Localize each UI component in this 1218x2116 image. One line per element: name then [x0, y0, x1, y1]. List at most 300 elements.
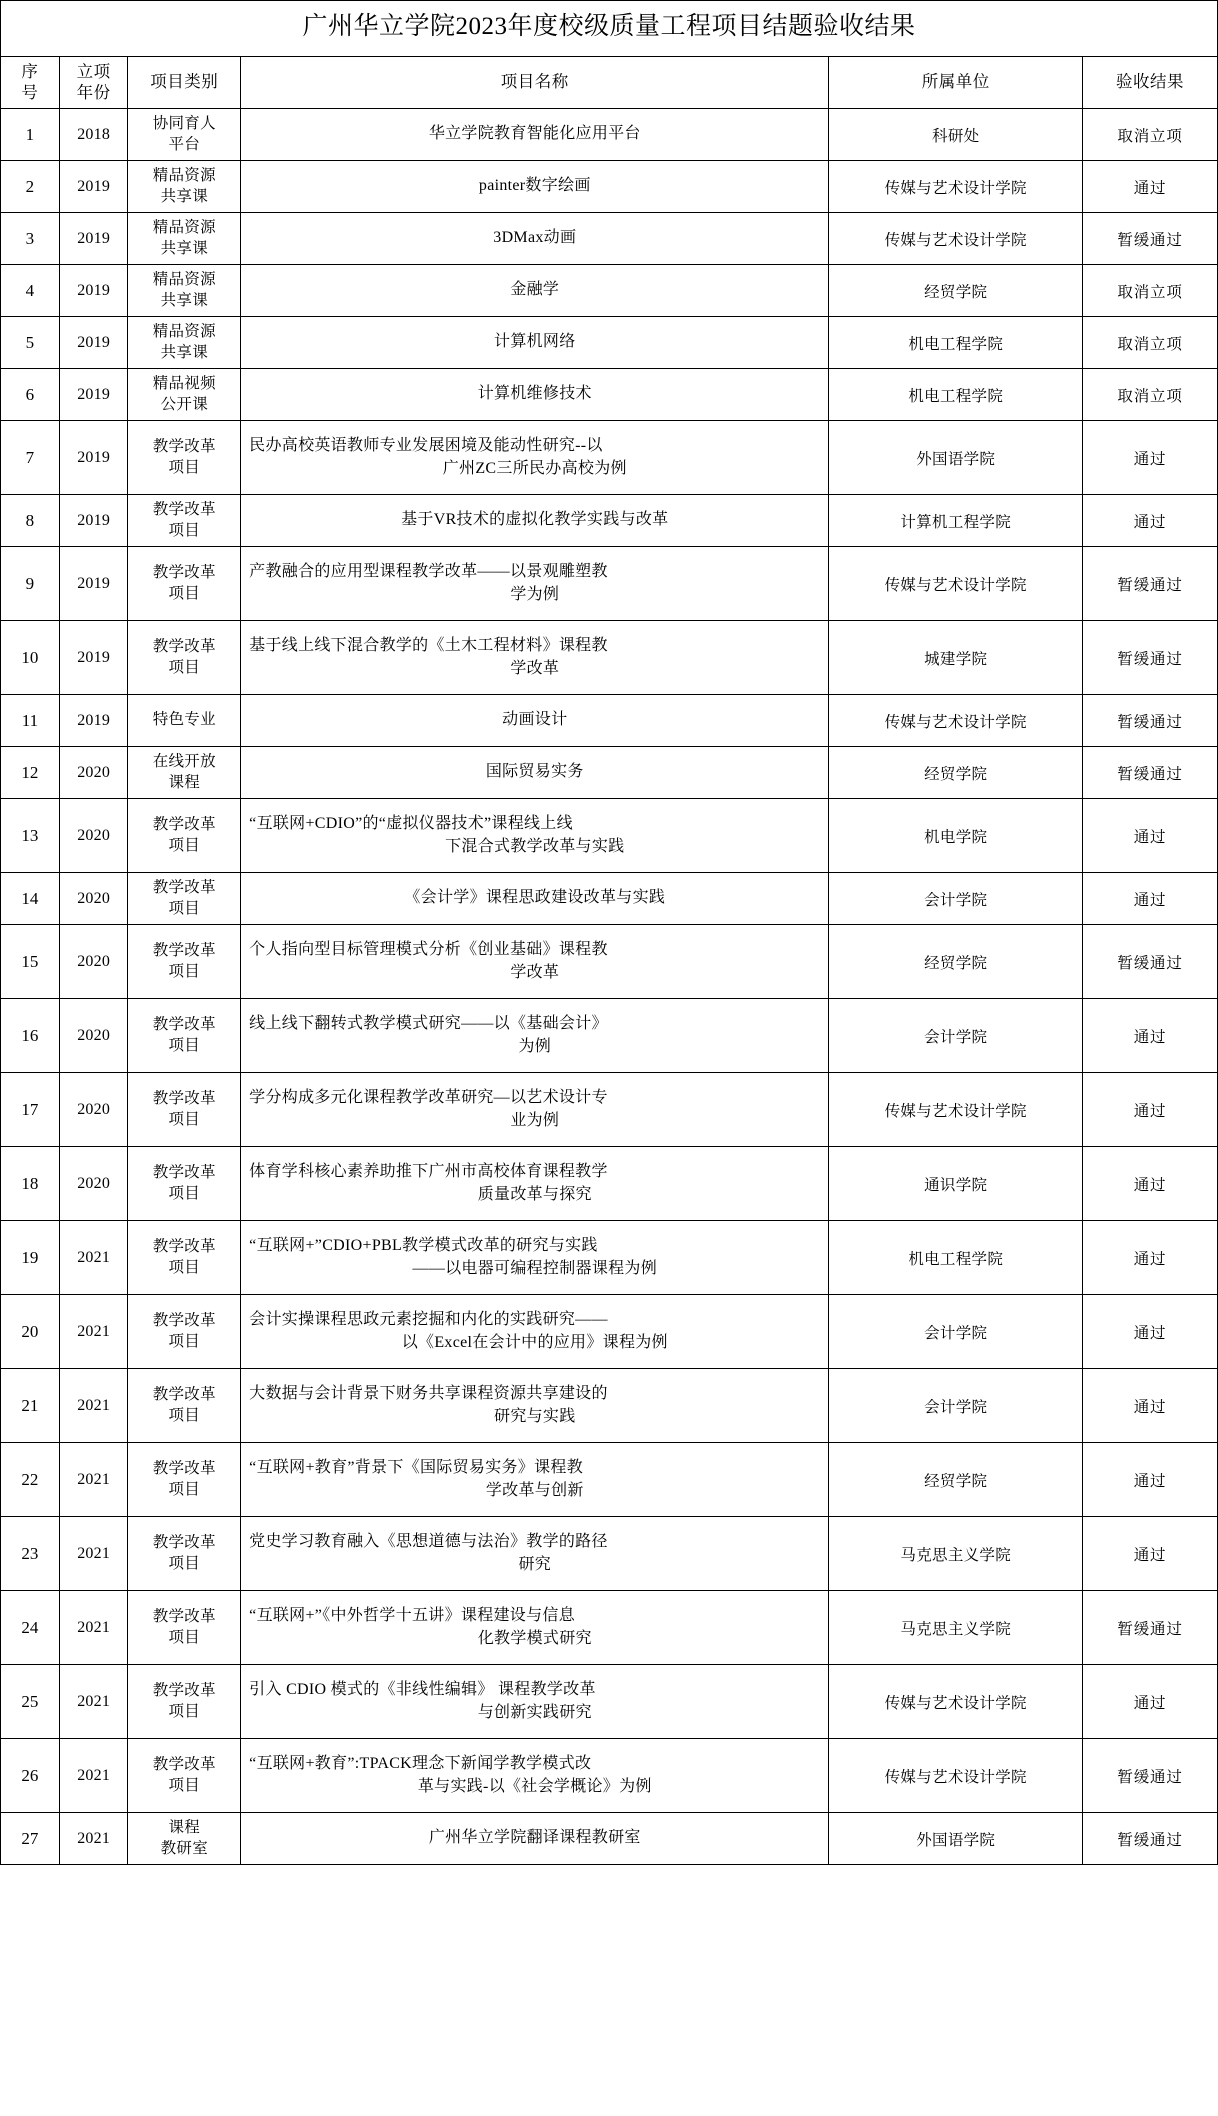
cell-text-line: 精品资源 — [152, 323, 216, 341]
cell-sequence-number: 12 — [1, 747, 60, 799]
cell-project-name — [241, 421, 829, 495]
table-row — [1, 925, 1218, 999]
table-row — [1, 109, 1218, 161]
table-row — [1, 999, 1218, 1073]
cell-text-line: 以《Excel在会计中的应用》课程为例 — [401, 1333, 668, 1351]
cell-approval-year: 2020 — [59, 925, 128, 999]
cell-sequence-number: 14 — [1, 873, 60, 925]
cell-acceptance-result: 通过 — [1083, 421, 1218, 495]
cell-text-line: “互联网+教育”背景下《国际贸易实务》课程教 — [249, 1458, 583, 1476]
cell-acceptance-result: 取消立项 — [1083, 369, 1218, 421]
cell-project-name — [241, 1369, 829, 1443]
cell-project-name — [241, 1147, 829, 1221]
cell-affiliated-unit: 机电工程学院 — [829, 317, 1083, 369]
cell-text-line: 项目 — [168, 1332, 201, 1350]
cell-approval-year: 2019 — [59, 213, 128, 265]
cell-text-line: 教学改革 — [152, 1016, 216, 1034]
cell-project-category — [128, 1295, 241, 1369]
cell-project-name — [241, 799, 829, 873]
cell-approval-year: 2019 — [59, 265, 128, 317]
table-row — [1, 1517, 1218, 1591]
cell-text-line: 研究与实践 — [494, 1407, 576, 1425]
cell-affiliated-unit: 会计学院 — [829, 1295, 1083, 1369]
cell-text-line: 项目 — [168, 1776, 201, 1794]
table-row — [1, 799, 1218, 873]
cell-text-line: 学分构成多元化课程教学改革研究—以艺术设计专 — [249, 1088, 608, 1106]
cell-text-line: 项目 — [168, 1702, 201, 1720]
cell-approval-year: 2019 — [59, 421, 128, 495]
cell-text-line: “互联网+”《中外哲学十五讲》课程建设与信息 — [249, 1606, 575, 1624]
cell-acceptance-result: 通过 — [1083, 999, 1218, 1073]
cell-text-line: 项目 — [168, 1406, 201, 1424]
cell-text-line: 教学改革 — [152, 638, 216, 656]
cell-project-name — [241, 161, 829, 213]
cell-project-name — [241, 1221, 829, 1295]
cell-approval-year: 2019 — [59, 547, 128, 621]
cell-acceptance-result: 通过 — [1083, 1147, 1218, 1221]
cell-project-category — [128, 317, 241, 369]
cell-affiliated-unit: 会计学院 — [829, 999, 1083, 1073]
cell-acceptance-result: 暂缓通过 — [1083, 925, 1218, 999]
cell-affiliated-unit: 机电工程学院 — [829, 369, 1083, 421]
cell-approval-year: 2021 — [59, 1665, 128, 1739]
cell-text-line: 项目 — [168, 1628, 201, 1646]
cell-project-name — [241, 747, 829, 799]
cell-approval-year: 2020 — [59, 999, 128, 1073]
cell-project-category — [128, 1073, 241, 1147]
cell-text-line: 与创新实践研究 — [477, 1703, 592, 1721]
cell-affiliated-unit: 马克思主义学院 — [829, 1517, 1083, 1591]
cell-text-line: 教学改革 — [152, 879, 216, 897]
cell-affiliated-unit: 经贸学院 — [829, 265, 1083, 317]
cell-text-line: 项目 — [168, 521, 201, 539]
cell-text-line: 共享课 — [160, 187, 208, 205]
cell-text-line: 业为例 — [510, 1111, 560, 1129]
cell-affiliated-unit: 科研处 — [829, 109, 1083, 161]
cell-text-line: 教研室 — [160, 1839, 208, 1857]
cell-acceptance-result: 取消立项 — [1083, 317, 1218, 369]
cell-approval-year: 2019 — [59, 161, 128, 213]
cell-project-name — [241, 925, 829, 999]
cell-project-name — [241, 695, 829, 747]
cell-text-line: 项目 — [168, 1480, 201, 1498]
cell-affiliated-unit: 传媒与艺术设计学院 — [829, 161, 1083, 213]
cell-project-name — [241, 1739, 829, 1813]
cell-text-line: 质量改革与探究 — [477, 1185, 592, 1203]
cell-text-line: ——以电器可编程控制器课程为例 — [412, 1259, 658, 1277]
table-row — [1, 695, 1218, 747]
cell-text-line: 在线开放 — [152, 753, 216, 771]
cell-project-name — [241, 1073, 829, 1147]
cell-acceptance-result: 取消立项 — [1083, 265, 1218, 317]
column-header-line: 年份 — [76, 82, 111, 102]
cell-project-name — [241, 1517, 829, 1591]
column-header-line: 序 — [21, 61, 39, 81]
cell-approval-year: 2019 — [59, 695, 128, 747]
cell-approval-year: 2019 — [59, 369, 128, 421]
cell-project-category — [128, 495, 241, 547]
cell-affiliated-unit: 经贸学院 — [829, 1443, 1083, 1517]
cell-text-line: 教学改革 — [152, 564, 216, 582]
cell-approval-year: 2018 — [59, 109, 128, 161]
cell-text-line: 项目 — [168, 1554, 201, 1572]
cell-acceptance-result: 暂缓通过 — [1083, 1739, 1218, 1813]
column-header-line: 所属单位 — [921, 72, 990, 92]
cell-acceptance-result: 暂缓通过 — [1083, 1591, 1218, 1665]
cell-project-category — [128, 1591, 241, 1665]
cell-text-line: 教学改革 — [152, 1756, 216, 1774]
cell-text-line: 会计实操课程思政元素挖掘和内化的实践研究—— — [249, 1310, 608, 1328]
cell-approval-year: 2021 — [59, 1517, 128, 1591]
cell-approval-year: 2020 — [59, 1073, 128, 1147]
cell-text-line: 精品资源 — [152, 167, 216, 185]
cell-sequence-number: 17 — [1, 1073, 60, 1147]
cell-text-line: “互联网+”CDIO+PBL教学模式改革的研究与实践 — [249, 1236, 598, 1254]
table-row — [1, 1591, 1218, 1665]
cell-sequence-number: 3 — [1, 213, 60, 265]
cell-project-category — [128, 1739, 241, 1813]
cell-project-category — [128, 747, 241, 799]
cell-text-line: 教学改革 — [152, 1090, 216, 1108]
cell-text-line: 下混合式教学改革与实践 — [445, 837, 625, 855]
cell-text-line: 教学改革 — [152, 501, 216, 519]
table-row — [1, 747, 1218, 799]
cell-project-category — [128, 1443, 241, 1517]
table-row — [1, 317, 1218, 369]
cell-text-line: 教学改革 — [152, 438, 216, 456]
cell-text-line: 党史学习教育融入《思想道德与法治》教学的路径 — [249, 1532, 608, 1550]
cell-project-category — [128, 1221, 241, 1295]
cell-text-line: painter数字绘画 — [478, 177, 591, 195]
cell-project-category — [128, 421, 241, 495]
cell-sequence-number: 8 — [1, 495, 60, 547]
cell-text-line: 教学改革 — [152, 816, 216, 834]
cell-acceptance-result: 暂缓通过 — [1083, 621, 1218, 695]
cell-text-line: 个人指向型目标管理模式分析《创业基础》课程教 — [249, 940, 608, 958]
cell-text-line: 项目 — [168, 1036, 201, 1054]
cell-text-line: 《会计学》课程思政建设改革与实践 — [404, 889, 666, 907]
cell-project-category — [128, 873, 241, 925]
cell-sequence-number: 6 — [1, 369, 60, 421]
cell-project-name — [241, 1665, 829, 1739]
cell-sequence-number: 16 — [1, 999, 60, 1073]
cell-text-line: 教学改革 — [152, 1534, 216, 1552]
cell-text-line: 计算机维修技术 — [477, 385, 592, 403]
cell-acceptance-result: 通过 — [1083, 1517, 1218, 1591]
column-header-cat — [128, 57, 241, 109]
cell-text-line: 项目 — [168, 1258, 201, 1276]
cell-project-name — [241, 1813, 829, 1865]
cell-project-name — [241, 999, 829, 1073]
cell-text-line: 项目 — [168, 658, 201, 676]
cell-project-name — [241, 495, 829, 547]
cell-project-category — [128, 161, 241, 213]
cell-project-category — [128, 799, 241, 873]
column-header-line: 项目类别 — [150, 72, 219, 92]
table-row — [1, 621, 1218, 695]
cell-affiliated-unit: 经贸学院 — [829, 925, 1083, 999]
cell-project-name — [241, 265, 829, 317]
table-row — [1, 1665, 1218, 1739]
cell-text-line: 项目 — [168, 584, 201, 602]
cell-sequence-number: 2 — [1, 161, 60, 213]
cell-approval-year: 2021 — [59, 1221, 128, 1295]
cell-project-category — [128, 1517, 241, 1591]
cell-text-line: 精品资源 — [152, 219, 216, 237]
cell-sequence-number: 15 — [1, 925, 60, 999]
cell-sequence-number: 25 — [1, 1665, 60, 1739]
cell-text-line: 民办高校英语教师专业发展困境及能动性研究--以 — [249, 436, 603, 454]
cell-text-line: 学改革 — [510, 963, 560, 981]
cell-text-line: 计算机网络 — [494, 333, 576, 351]
cell-approval-year: 2020 — [59, 799, 128, 873]
cell-text-line: 基于线上线下混合教学的《土木工程材料》课程教 — [249, 636, 608, 654]
cell-sequence-number: 24 — [1, 1591, 60, 1665]
cell-project-name — [241, 1295, 829, 1369]
table-row — [1, 265, 1218, 317]
cell-sequence-number: 4 — [1, 265, 60, 317]
cell-text-line: 教学改革 — [152, 1238, 216, 1256]
table-row — [1, 161, 1218, 213]
cell-text-line: 华立学院教育智能化应用平台 — [428, 125, 641, 143]
column-header-line: 项目名称 — [500, 72, 569, 92]
cell-text-line: 课程 — [168, 1819, 201, 1837]
cell-text-line: 学改革 — [510, 659, 560, 677]
cell-sequence-number: 20 — [1, 1295, 60, 1369]
cell-acceptance-result: 暂缓通过 — [1083, 747, 1218, 799]
cell-text-line: “互联网+教育”:TPACK理念下新闻学教学模式改 — [249, 1754, 592, 1772]
cell-acceptance-result: 通过 — [1083, 1221, 1218, 1295]
cell-text-line: 化教学模式研究 — [477, 1629, 592, 1647]
cell-affiliated-unit: 机电学院 — [829, 799, 1083, 873]
cell-project-category — [128, 999, 241, 1073]
cell-approval-year: 2021 — [59, 1443, 128, 1517]
cell-text-line: 研究 — [518, 1555, 552, 1573]
table-row — [1, 1295, 1218, 1369]
cell-text-line: 为例 — [518, 1037, 552, 1055]
cell-project-name — [241, 1591, 829, 1665]
cell-affiliated-unit: 城建学院 — [829, 621, 1083, 695]
cell-text-line: 教学改革 — [152, 1164, 216, 1182]
cell-acceptance-result: 通过 — [1083, 495, 1218, 547]
cell-affiliated-unit: 会计学院 — [829, 873, 1083, 925]
cell-text-line: “互联网+CDIO”的“虚拟仪器技术”课程线上线 — [249, 814, 573, 832]
cell-project-name — [241, 1443, 829, 1517]
cell-affiliated-unit: 马克思主义学院 — [829, 1591, 1083, 1665]
cell-approval-year: 2021 — [59, 1739, 128, 1813]
cell-project-name — [241, 547, 829, 621]
cell-text-line: 项目 — [168, 1110, 201, 1128]
table-row — [1, 1443, 1218, 1517]
cell-sequence-number: 18 — [1, 1147, 60, 1221]
cell-text-line: 教学改革 — [152, 1460, 216, 1478]
cell-affiliated-unit: 通识学院 — [829, 1147, 1083, 1221]
cell-project-category — [128, 1813, 241, 1865]
cell-text-line: 3DMax动画 — [493, 229, 577, 247]
cell-project-name — [241, 317, 829, 369]
cell-text-line: 精品视频 — [152, 375, 216, 393]
cell-text-line: 精品资源 — [152, 271, 216, 289]
table-row — [1, 1147, 1218, 1221]
cell-text-line: 项目 — [168, 899, 201, 917]
cell-project-category — [128, 547, 241, 621]
cell-sequence-number: 21 — [1, 1369, 60, 1443]
cell-text-line: 革与实践-以《社会学概论》为例 — [417, 1777, 652, 1795]
column-header-res — [1083, 57, 1218, 109]
cell-sequence-number: 23 — [1, 1517, 60, 1591]
cell-text-line: 平台 — [168, 135, 201, 153]
table-row — [1, 1221, 1218, 1295]
cell-acceptance-result: 通过 — [1083, 1295, 1218, 1369]
cell-sequence-number: 26 — [1, 1739, 60, 1813]
cell-text-line: 教学改革 — [152, 1386, 216, 1404]
column-header-year — [59, 57, 128, 109]
cell-text-line: 教学改革 — [152, 1608, 216, 1626]
cell-acceptance-result: 暂缓通过 — [1083, 213, 1218, 265]
table-header-row — [1, 57, 1218, 109]
cell-project-category — [128, 621, 241, 695]
cell-approval-year: 2021 — [59, 1813, 128, 1865]
cell-text-line: 引入 CDIO 模式的《非线性编辑》 课程教学改革 — [249, 1680, 596, 1698]
cell-text-line: 项目 — [168, 836, 201, 854]
table-row — [1, 369, 1218, 421]
cell-affiliated-unit: 传媒与艺术设计学院 — [829, 547, 1083, 621]
cell-affiliated-unit: 外国语学院 — [829, 421, 1083, 495]
cell-sequence-number: 7 — [1, 421, 60, 495]
page-title: 广州华立学院2023年度校级质量工程项目结题验收结果 — [1, 1, 1218, 57]
cell-text-line: 体育学科核心素养助推下广州市高校体育课程教学 — [249, 1162, 608, 1180]
cell-acceptance-result: 通过 — [1083, 1443, 1218, 1517]
cell-acceptance-result: 通过 — [1083, 1073, 1218, 1147]
cell-text-line: 公开课 — [160, 395, 208, 413]
column-header-line: 立项 — [76, 61, 111, 81]
cell-sequence-number: 19 — [1, 1221, 60, 1295]
cell-acceptance-result: 通过 — [1083, 1665, 1218, 1739]
cell-project-name — [241, 109, 829, 161]
cell-acceptance-result: 通过 — [1083, 161, 1218, 213]
cell-text-line: 项目 — [168, 1184, 201, 1202]
cell-text-line: 广州ZC三所民办高校为例 — [442, 459, 627, 477]
cell-affiliated-unit: 传媒与艺术设计学院 — [829, 695, 1083, 747]
cell-text-line: 共享课 — [160, 291, 208, 309]
cell-affiliated-unit: 外国语学院 — [829, 1813, 1083, 1865]
table-title-row — [1, 1, 1218, 57]
cell-affiliated-unit: 传媒与艺术设计学院 — [829, 1665, 1083, 1739]
table-row — [1, 547, 1218, 621]
cell-text-line: 动画设计 — [502, 711, 568, 729]
cell-project-category — [128, 109, 241, 161]
cell-acceptance-result: 通过 — [1083, 873, 1218, 925]
cell-approval-year: 2021 — [59, 1369, 128, 1443]
table-row — [1, 1073, 1218, 1147]
cell-text-line: 线上线下翻转式教学模式研究——以《基础会计》 — [249, 1014, 608, 1032]
column-header-name — [241, 57, 829, 109]
cell-project-category — [128, 925, 241, 999]
column-header-line: 验收结果 — [1116, 72, 1185, 92]
cell-sequence-number: 1 — [1, 109, 60, 161]
cell-affiliated-unit: 传媒与艺术设计学院 — [829, 1073, 1083, 1147]
cell-sequence-number: 11 — [1, 695, 60, 747]
cell-approval-year: 2020 — [59, 747, 128, 799]
cell-approval-year: 2021 — [59, 1591, 128, 1665]
cell-text-line: 特色专业 — [152, 711, 216, 729]
cell-acceptance-result: 通过 — [1083, 799, 1218, 873]
table-row — [1, 873, 1218, 925]
cell-approval-year: 2019 — [59, 621, 128, 695]
cell-text-line: 学为例 — [510, 585, 560, 603]
cell-text-line: 产教融合的应用型课程教学改革——以景观雕塑教 — [249, 562, 608, 580]
cell-sequence-number: 5 — [1, 317, 60, 369]
cell-sequence-number: 9 — [1, 547, 60, 621]
cell-text-line: 课程 — [168, 773, 201, 791]
column-header-line: 号 — [21, 82, 39, 102]
cell-affiliated-unit: 传媒与艺术设计学院 — [829, 213, 1083, 265]
cell-text-line: 基于VR技术的虚拟化教学实践与改革 — [401, 511, 669, 529]
cell-text-line: 广州华立学院翻译课程教研室 — [428, 1829, 641, 1847]
cell-acceptance-result: 暂缓通过 — [1083, 1813, 1218, 1865]
cell-sequence-number: 13 — [1, 799, 60, 873]
table-row — [1, 213, 1218, 265]
cell-sequence-number: 10 — [1, 621, 60, 695]
cell-text-line: 教学改革 — [152, 942, 216, 960]
cell-project-name — [241, 369, 829, 421]
column-header-no — [1, 57, 60, 109]
cell-text-line: 教学改革 — [152, 1312, 216, 1330]
cell-project-category — [128, 1369, 241, 1443]
cell-affiliated-unit: 机电工程学院 — [829, 1221, 1083, 1295]
table-row — [1, 421, 1218, 495]
cell-project-category — [128, 265, 241, 317]
cell-approval-year: 2021 — [59, 1295, 128, 1369]
cell-text-line: 国际贸易实务 — [485, 763, 584, 781]
cell-text-line: 共享课 — [160, 343, 208, 361]
cell-sequence-number: 27 — [1, 1813, 60, 1865]
cell-acceptance-result: 暂缓通过 — [1083, 695, 1218, 747]
cell-approval-year: 2019 — [59, 495, 128, 547]
cell-text-line: 金融学 — [510, 281, 560, 299]
cell-project-category — [128, 213, 241, 265]
table-row — [1, 1369, 1218, 1443]
cell-approval-year: 2020 — [59, 873, 128, 925]
cell-affiliated-unit: 计算机工程学院 — [829, 495, 1083, 547]
cell-text-line: 项目 — [168, 458, 201, 476]
table-row — [1, 1739, 1218, 1813]
cell-affiliated-unit: 传媒与艺术设计学院 — [829, 1739, 1083, 1813]
cell-project-category — [128, 695, 241, 747]
cell-project-name — [241, 213, 829, 265]
cell-acceptance-result: 通过 — [1083, 1369, 1218, 1443]
cell-text-line: 协同育人 — [152, 115, 216, 133]
cell-text-line: 项目 — [168, 962, 201, 980]
cell-acceptance-result: 取消立项 — [1083, 109, 1218, 161]
cell-project-category — [128, 369, 241, 421]
cell-affiliated-unit: 经贸学院 — [829, 747, 1083, 799]
cell-text-line: 共享课 — [160, 239, 208, 257]
cell-project-category — [128, 1665, 241, 1739]
cell-text-line: 教学改革 — [152, 1682, 216, 1700]
cell-text-line: 学改革与创新 — [485, 1481, 584, 1499]
cell-approval-year: 2020 — [59, 1147, 128, 1221]
cell-sequence-number: 22 — [1, 1443, 60, 1517]
column-header-unit — [829, 57, 1083, 109]
cell-project-name — [241, 621, 829, 695]
cell-affiliated-unit: 会计学院 — [829, 1369, 1083, 1443]
cell-project-name — [241, 873, 829, 925]
cell-acceptance-result: 暂缓通过 — [1083, 547, 1218, 621]
cell-approval-year: 2019 — [59, 317, 128, 369]
cell-project-category — [128, 1147, 241, 1221]
table-row — [1, 495, 1218, 547]
